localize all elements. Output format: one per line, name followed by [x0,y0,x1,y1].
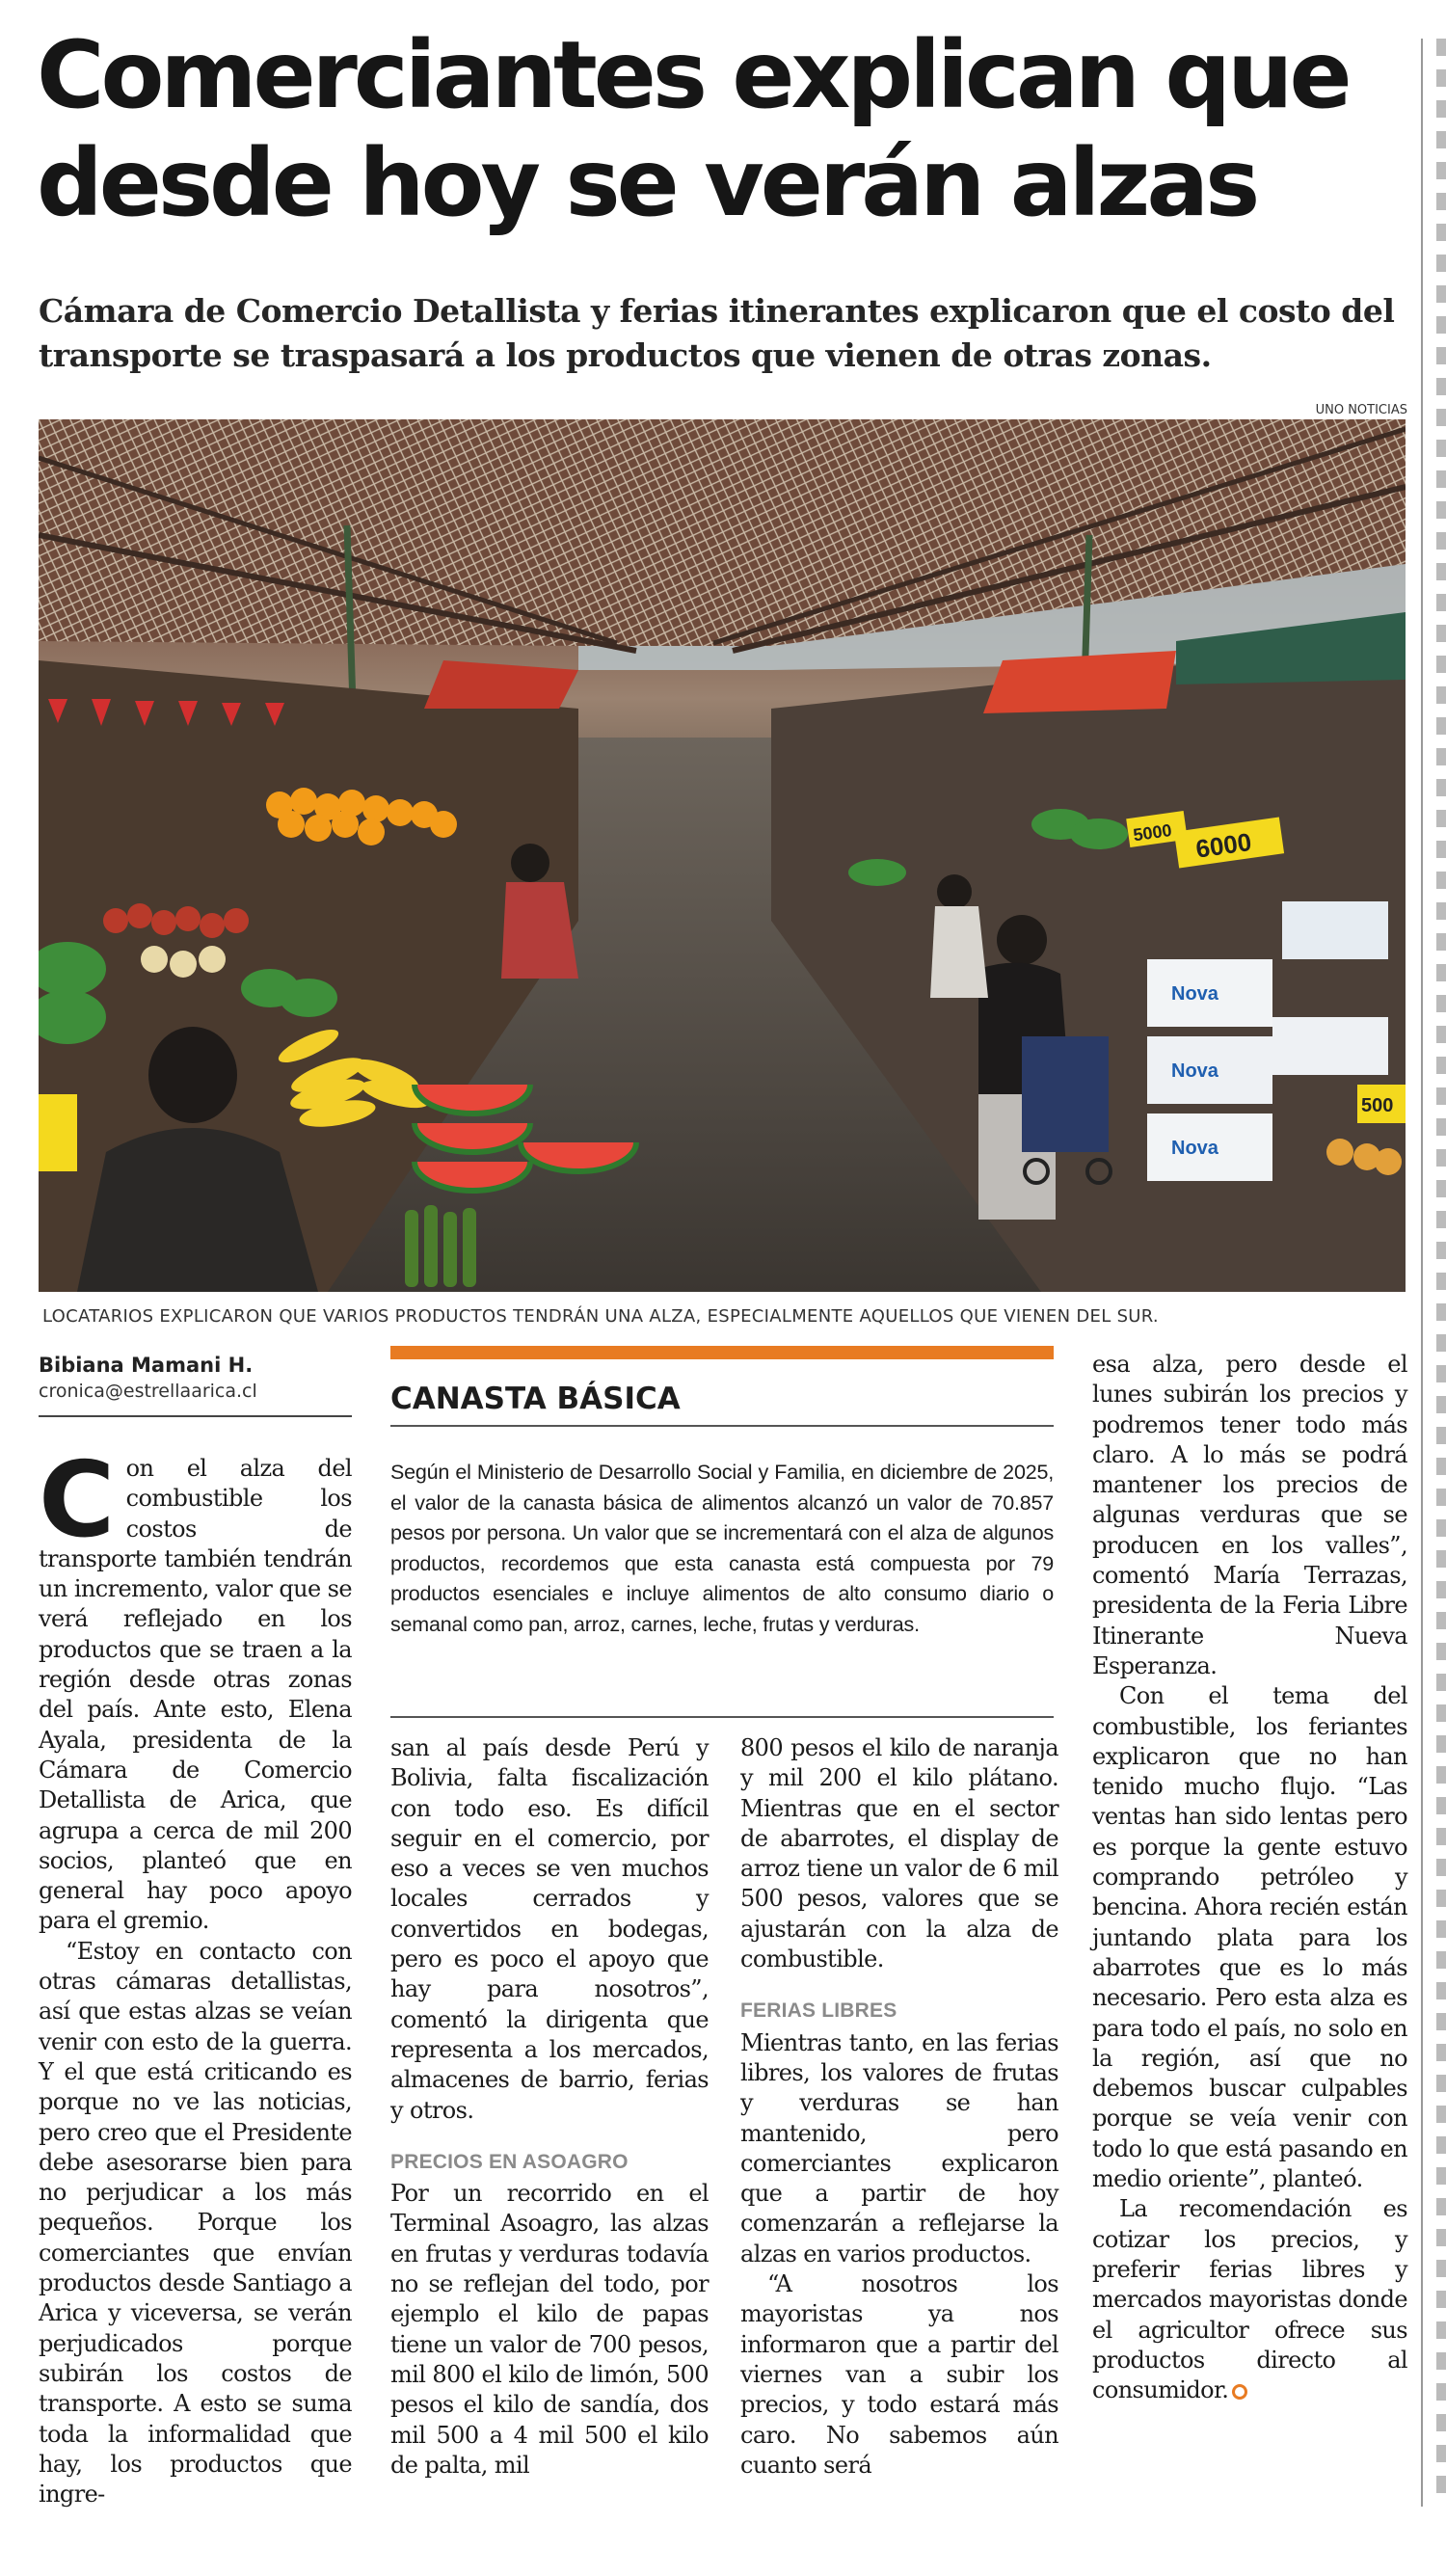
sidebar-box-bottom-rule [390,1716,1054,1718]
subhead-ferias-libres: FERIAS LIBRES [740,1999,897,2023]
byline-author: Bibiana Mamani H. [39,1354,254,1377]
subhead-precios-asoagro: PRECIOS EN ASOAGRO [390,2150,629,2173]
photo-credit: UNO NOTICIAS [1315,403,1407,417]
body-paragraph: san al país desde Perú y Bolivia, falta fiscalización con todo eso. Es difícil seguir en el comercio, por eso a veces se ven muchos locales cerrados y convertidos en bodegas, pero es poco el apoyo que hay para nosotros”, comentó la dirigenta que representa a los mercados, almacenes de barrio, ferias y otros. [390,1734,709,2124]
byline-email: cronica@estrellaarica.cl [39,1381,257,1402]
body-paragraph: La recomendación es cotizar los precios, y preferir ferias libres y mercados mayoristas donde el agricultor ofrece sus productos directo al consumidor. [1092,2195,1407,2404]
body-paragraph: 800 pesos el kilo de naranja y mil 200 el kilo plátano. Mientras que en el sector de abarrotes, el display de arroz tiene un valor de 6 mil 500 pesos, valores que se ajustarán con la alza de combustible. [740,1734,1058,1973]
body-paragraph: Con el alza del combustible los costos de transporte también tendrán un incremento, valor que se verá reflejado en los productos que se traen a la región desde otras zonas del país. Ante esto, Elena Ayala, presidenta de la Cámara de Comercio Detallista de Arica, que agrupa a cerca de mil 200 socios, planteó que en general hay poco apoyo para el gremio. [39,1440,352,1935]
body-column-4 [1092,1350,1407,2405]
photo-caption: LOCATARIOS EXPLICARON QUE VARIOS PRODUCTOS TENDRÁN UNA ALZA, ESPECIALMENTE AQUELLOS QUE VIENEN DEL SUR. [42,1306,1159,1327]
body-paragraph: Por un recorrido en el Terminal Asoagro, las alzas en frutas y verduras todavía no se reflejan del todo, por ejemplo el kilo de papas tiene un valor de 700 pesos, mil 800 el kilo de limón, 500 pesos el kilo de sandía, dos mil 500 a 4 mil 500 el kilo de palta, mil [390,2180,709,2479]
photo-sign-price-2: 5000 [1132,819,1173,845]
photo-sign-nova-2: Nova [1171,1060,1218,1082]
byline-divider [39,1415,352,1417]
body-paragraph: Con el tema del combustible, los feriantes explicaron que no han tenido mucho flujo. “Las ventas han sido lentas pero es porque la gente estuvo comprando petróleo y bencina. Ahora recién están juntando plata para los abarrotes que es lo más necesario. Pero esta alza es para todo el país, no solo en la región, así que no debemos buscar culpables porque se veía venir con todo lo que está pasando en medio oriente”, planteó. [1092,1682,1407,2193]
sidebar-box-title: CANASTA BÁSICA [390,1382,681,1416]
headline-line-2: desde hoy se verán alzas [37,129,1257,237]
market-photo [39,419,1406,1292]
adjacent-article-edge [1436,39,1446,2507]
body-paragraph: “Estoy en contacto con otras cámaras detallistas, así que estas alzas se veían venir con esto de la guerra. Y el que está criticando es porque no ve las noticias, pero creo que el Presidente debe asesorarse bien para no perjudicar a los más pequeños. Porque los comerciantes que envían productos desde Santiago a Arica y viceversa, se verán perjudicados porque subirán los costos de transporte. A esto se suma toda la informalidad que hay, los productos que ingre- [39,1937,352,2509]
sidebar-box-title-rule [390,1425,1054,1427]
photo-sign-price-1: 6000 [1193,826,1253,864]
body-paragraph: “A nosotros los mayoristas ya nos informaron que a partir del viernes van a subir los precios, y todo estará más caro. No sabemos aún cuanto será [740,2270,1058,2479]
drop-cap: C [39,1440,115,1561]
photo-sign-nova-1: Nova [1171,983,1218,1005]
headline [37,21,1406,237]
sidebar-accent-bar [390,1346,1054,1359]
body-column-1 [39,1440,352,2509]
photo-sign-nova-3: Nova [1171,1138,1218,1159]
headline-line-1: Comerciantes explican que [37,21,1349,129]
deck-subtitle: Cámara de Comercio Detallista y ferias itinerantes explicaron que el costo del transporte se traspasará a los productos que vienen de otras zonas. [39,292,1395,374]
photo-sign-price-3: 500 [1361,1095,1394,1116]
body-column-2 [390,1733,709,2481]
body-paragraph: Mientras tanto, en las ferias libres, los valores de frutas y verduras se han mantenido, pero comerciantes explicaron que a partir de hoy comenzarán a reflejarse la alzas en varios productos. [740,2028,1058,2267]
body-paragraph: esa alza, pero desde el lunes subirán los precios y podremos tener todo más claro. A lo más se podrá mantener los precios de algunas verduras que se producen en los valles”, comentó María Terrazas, presidenta de la Feria Libre Itinerante Nueva Esperanza. [1092,1351,1407,1679]
end-of-article-icon [1232,2384,1247,2400]
body-column-3 [740,1733,1058,2481]
sidebar-box-body: Según el Ministerio de Desarrollo Social y Familia, en diciembre de 2025, el valor de la canasta básica de alimentos alcanzó un valor de 70.857 pesos por persona. Un valor que se incrementará con el alza de algunos productos, recordemos que esta canasta está compuesta por 79 productos esenciales e incluye alimentos de alto consumo diario o semanal como pan, arroz, carnes, leche, frutas y verduras. [390,1461,1054,1636]
column-divider [1421,39,1423,2507]
